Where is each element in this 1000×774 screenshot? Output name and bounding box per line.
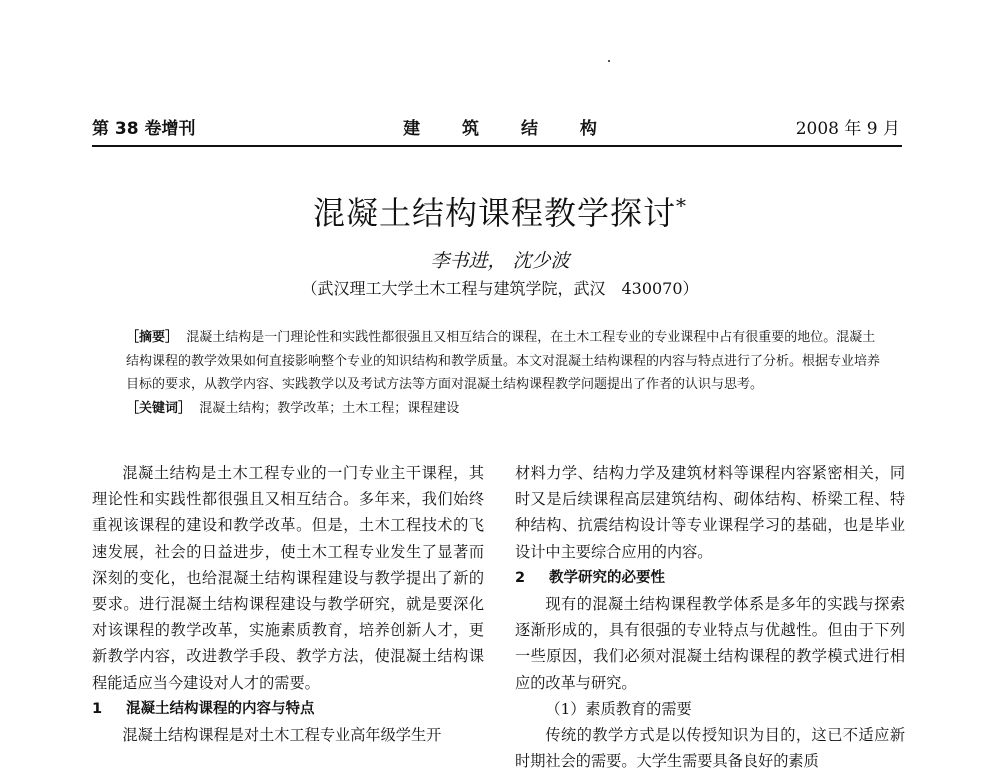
section-2-paragraph: 现有的混凝土结构课程教学体系是多年的实践与探索逐渐形成的，具有很强的专业特点与优越性。但由于下列一些原因，我们必须对混凝土结构课程的教学模式进行相应的改革与研究。 bbox=[515, 595, 905, 692]
paper-authors: 李书进， 沈少波 bbox=[430, 250, 570, 272]
section-1-paragraph: 混凝土结构课程是对土木工程专业高年级学生开 bbox=[122, 726, 442, 745]
abstract-label: ［摘要］ bbox=[126, 330, 179, 345]
intro-paragraph: 混凝土结构是土木工程专业的一门专业主干课程，其理论性和实践性都很强且又相互结合。多年来，我们始终重视该课程的建设和教学改革。但是，土木工程技术的飞速发展，社会的日益进步，使土木工程专业发生了显著而深刻的变化，也给混凝土结构课程建设与教学提出了新的要求。进行混凝土结构课程建设与教学研究，就是要深化对该课程的教学改革，实施素质教育，培养创新人才，更新教学内容，改进教学手段、教学方法，使混凝土结构课程能适应当今建设对人才的需要。 bbox=[92, 464, 484, 692]
journal-name: 建 筑 结 构 bbox=[403, 119, 615, 139]
section-2-number: 2 bbox=[515, 569, 526, 586]
title-footnote-mark: * bbox=[676, 193, 687, 218]
abstract-text: 混凝土结构是一门理论性和实践性都很强且又相互结合的课程，在土木工程专业的专业课程中占有很重要的地位。混凝土结构课程的教学效果如何直接影响整个专业的知识结构和教学质量。本文对混凝土结构课程的内容与特点进行了分析。根据专业培养目标的要求，从教学内容、实践教学以及考试方法等方面对混凝土结构课程教学问题提出了作者的认识与思考。 bbox=[126, 330, 881, 392]
journal-volume: 第 38 卷增刊 bbox=[92, 119, 196, 139]
issue-date: 2008 年 9 月 bbox=[795, 119, 900, 139]
section-2-heading bbox=[515, 565, 905, 591]
header-rule bbox=[92, 145, 902, 147]
subsection-1-heading: （1）素质教育的需要 bbox=[545, 699, 692, 718]
right-column bbox=[515, 460, 905, 774]
continued-paragraph: 材料力学、结构力学及建筑材料等课程内容紧密相关，同时又是后续课程高层建筑结构、砌体结构、桥梁工程、特种结构、抗震结构设计等专业课程学习的基础，也是毕业设计中主要综合应用的内容。 bbox=[515, 464, 905, 561]
section-1-number: 1 bbox=[92, 700, 103, 717]
keywords-label: ［关键词］ bbox=[126, 400, 192, 416]
left-column bbox=[92, 460, 484, 748]
section-1-title: 混凝土结构课程的内容与特点 bbox=[126, 700, 315, 717]
scan-speck bbox=[608, 60, 610, 62]
section-2-title: 教学研究的必要性 bbox=[549, 569, 665, 586]
section-1-heading bbox=[92, 696, 484, 722]
abstract bbox=[126, 326, 882, 397]
subsection-1-paragraph: 传统的教学方式是以传授知识为目的，这已不适应新时期社会的需要。大学生需要具备良好的素质 bbox=[515, 726, 905, 771]
paper-title bbox=[0, 188, 1000, 234]
keywords bbox=[126, 397, 882, 421]
keywords-text: 混凝土结构；教学改革；土木工程；课程建设 bbox=[199, 400, 460, 416]
abstract-block bbox=[126, 326, 882, 420]
title-text: 混凝土结构课程教学探讨 bbox=[312, 194, 676, 232]
paper-affiliation: （武汉理工大学土木工程与建筑学院，武汉 430070） bbox=[301, 279, 699, 298]
